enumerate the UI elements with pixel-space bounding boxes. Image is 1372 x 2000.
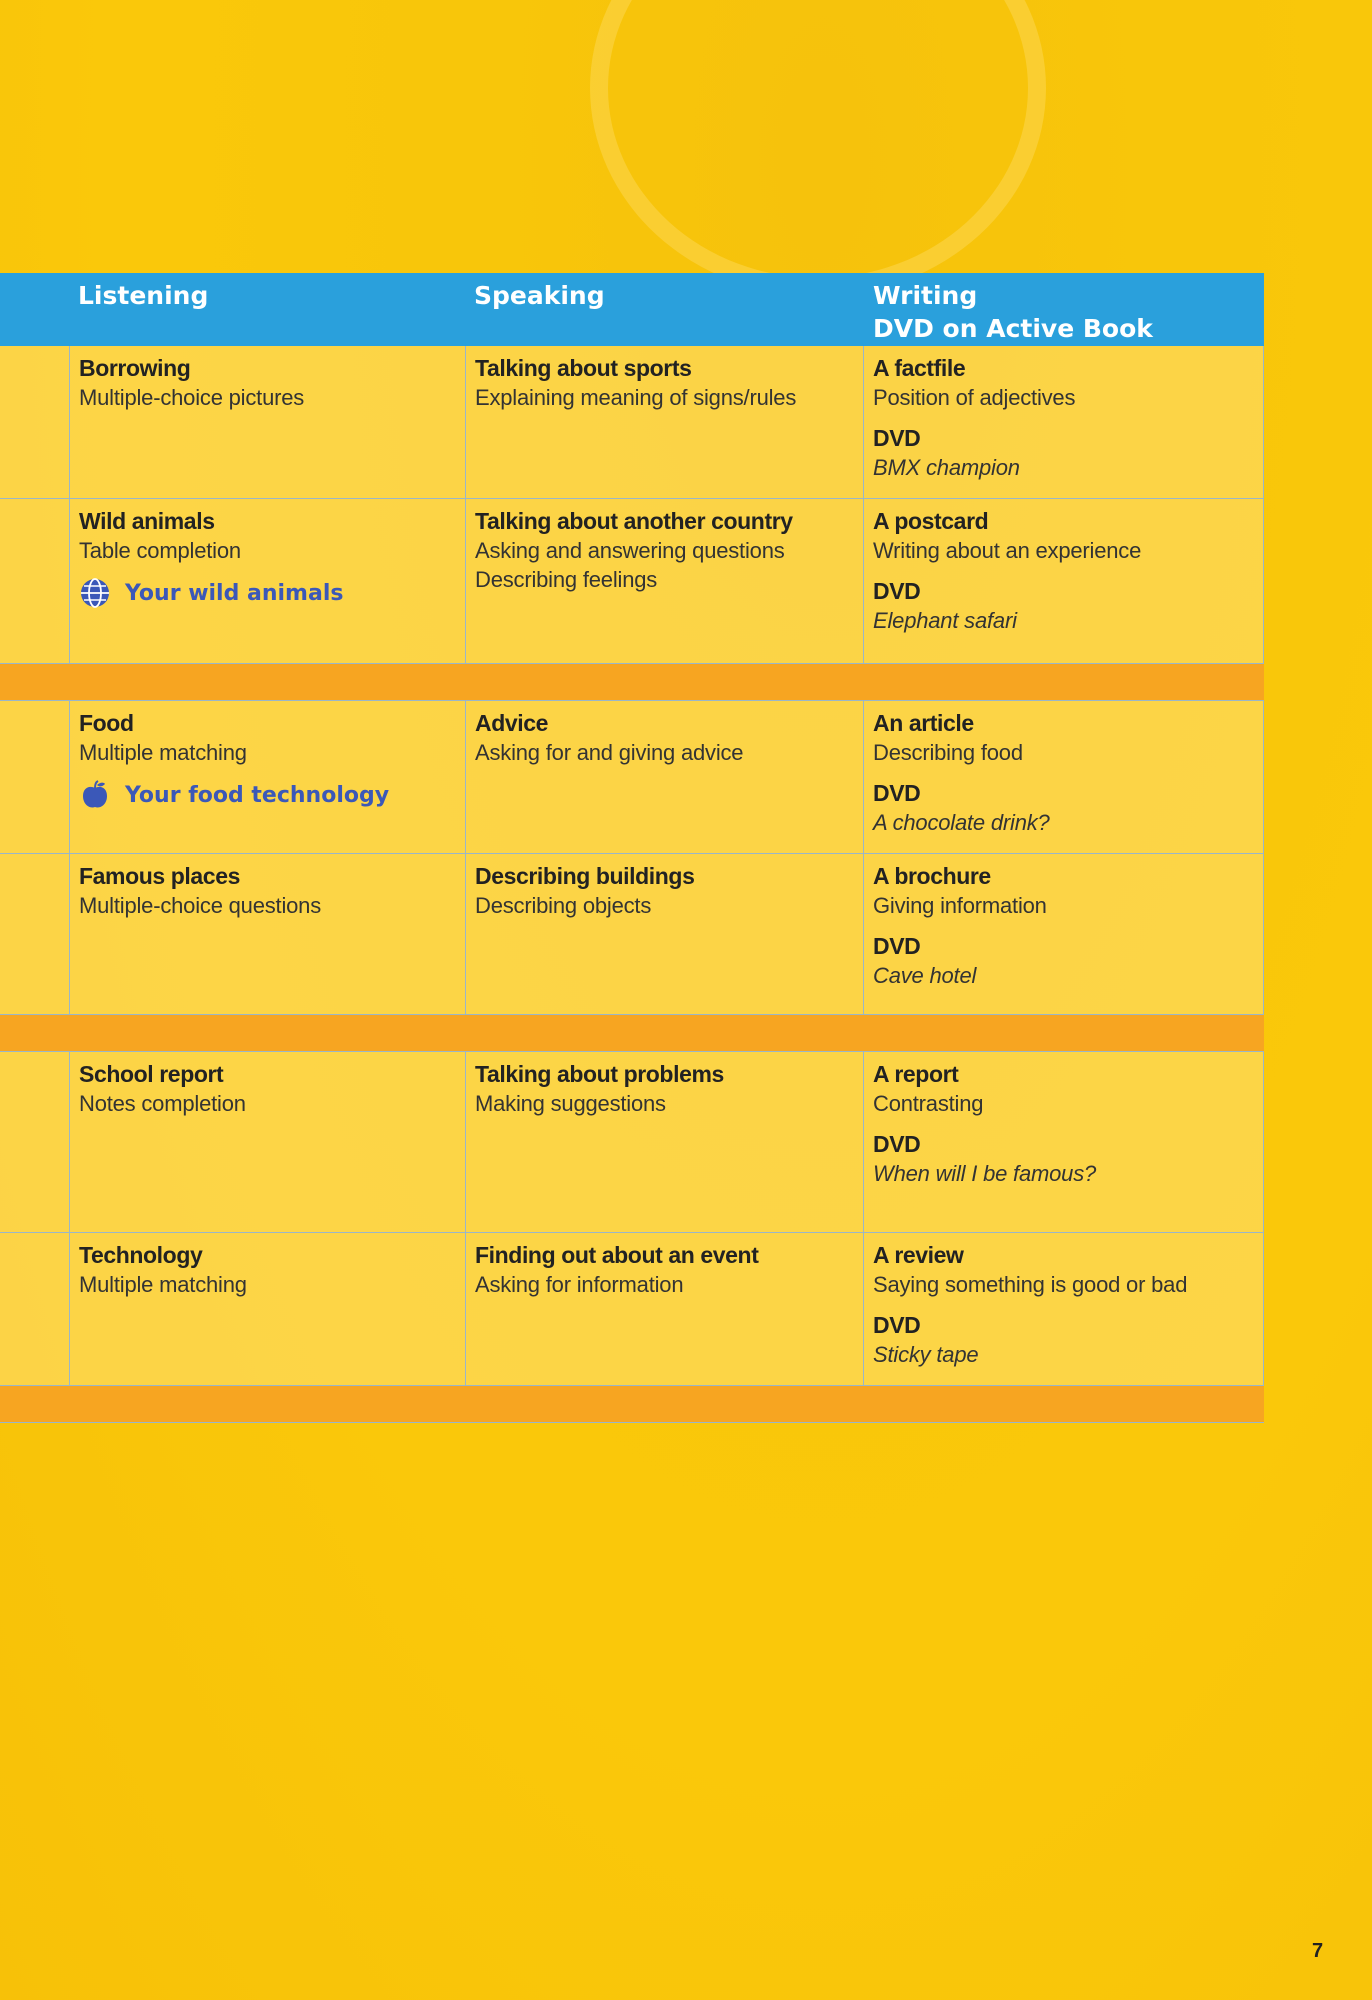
listening-task: Table completion [79, 538, 241, 563]
header-speaking: Speaking [474, 281, 605, 310]
speaking-cell [465, 346, 863, 498]
writing-title: A postcard [873, 508, 989, 534]
speaking-task: Describing feelings [475, 567, 658, 592]
listening-title: School report [79, 1061, 224, 1087]
writing-task: Saying something is good or bad [873, 1272, 1188, 1297]
writing-task: Position of adjectives [873, 385, 1076, 410]
page-number: 7 [1312, 1940, 1324, 1962]
listening-title: Technology [79, 1242, 203, 1268]
listening-title: Food [79, 710, 134, 736]
project-link[interactable] [79, 779, 455, 811]
writing-cell [863, 499, 1264, 663]
writing-title: A report [873, 1061, 959, 1087]
speaking-title: Talking about another country [475, 508, 793, 534]
dvd-title: A chocolate drink? [873, 810, 1050, 835]
speaking-cell [465, 499, 863, 663]
writing-task: Contrasting [873, 1091, 984, 1116]
dvd-title: Elephant safari [873, 608, 1017, 633]
dvd-label: DVD [873, 1312, 921, 1338]
listening-task: Multiple matching [79, 740, 247, 765]
dvd-title: Cave hotel [873, 963, 977, 988]
project-label: Your wild animals [125, 580, 344, 606]
listening-cell [69, 701, 465, 853]
dvd-label: DVD [873, 1131, 921, 1157]
speaking-cell [465, 1233, 863, 1385]
table-header [0, 273, 1264, 346]
listening-title: Borrowing [79, 355, 191, 381]
writing-title: A brochure [873, 863, 991, 889]
listening-cell [69, 346, 465, 498]
listening-cell [69, 854, 465, 1014]
listening-task: Multiple-choice questions [79, 893, 322, 918]
table-row [0, 499, 1264, 664]
speaking-task: Asking and answering questions [475, 538, 785, 563]
header-writing: Writing DVD on Active Book [873, 281, 1153, 343]
header-listening: Listening [78, 281, 209, 310]
table-row [0, 854, 1264, 1015]
listening-title: Wild animals [79, 508, 215, 534]
writing-task: Describing food [873, 740, 1023, 765]
speaking-title: Finding out about an event [475, 1242, 759, 1268]
writing-cell [863, 854, 1264, 1014]
project-link[interactable] [79, 577, 455, 609]
listening-task: Multiple-choice pictures [79, 385, 305, 410]
speaking-title: Describing buildings [475, 863, 695, 889]
dvd-title: Sticky tape [873, 1342, 979, 1367]
unit-separator [0, 1386, 1264, 1423]
speaking-task: Explaining meaning of signs/rules [475, 385, 797, 410]
speaking-task: Making suggestions [475, 1091, 666, 1116]
dvd-title: BMX champion [873, 455, 1020, 480]
speaking-cell [465, 854, 863, 1014]
speaking-task: Asking for information [475, 1272, 684, 1297]
unit-separator [0, 664, 1264, 701]
dvd-label: DVD [873, 933, 921, 959]
writing-cell [863, 346, 1264, 498]
listening-cell [69, 1052, 465, 1232]
speaking-cell [465, 701, 863, 853]
project-label: Your food technology [125, 782, 390, 808]
dvd-title: When will I be famous? [873, 1161, 1097, 1186]
speaking-task: Asking for and giving advice [475, 740, 744, 765]
table-row [0, 1233, 1264, 1386]
dvd-label: DVD [873, 425, 921, 451]
unit-separator [0, 1015, 1264, 1052]
table-row [0, 1052, 1264, 1233]
writing-title: A review [873, 1242, 964, 1268]
contents-table [0, 273, 1264, 1423]
writing-title: An article [873, 710, 974, 736]
dvd-label: DVD [873, 780, 921, 806]
writing-task: Writing about an experience [873, 538, 1142, 563]
table-row [0, 701, 1264, 854]
speaking-title: Talking about sports [475, 355, 692, 381]
speaking-task: Describing objects [475, 893, 652, 918]
table-row [0, 346, 1264, 499]
writing-cell [863, 701, 1264, 853]
speaking-title: Talking about problems [475, 1061, 724, 1087]
listening-cell [69, 499, 465, 663]
writing-title: A factfile [873, 355, 966, 381]
listening-task: Notes completion [79, 1091, 246, 1116]
background-decoration [590, 0, 1046, 296]
writing-cell [863, 1052, 1264, 1232]
speaking-title: Advice [475, 710, 549, 736]
globe-icon [79, 577, 111, 609]
writing-cell [863, 1233, 1264, 1385]
listening-task: Multiple matching [79, 1272, 247, 1297]
listening-cell [69, 1233, 465, 1385]
apple-icon [79, 779, 111, 811]
listening-title: Famous places [79, 863, 240, 889]
dvd-label: DVD [873, 578, 921, 604]
speaking-cell [465, 1052, 863, 1232]
writing-task: Giving information [873, 893, 1047, 918]
